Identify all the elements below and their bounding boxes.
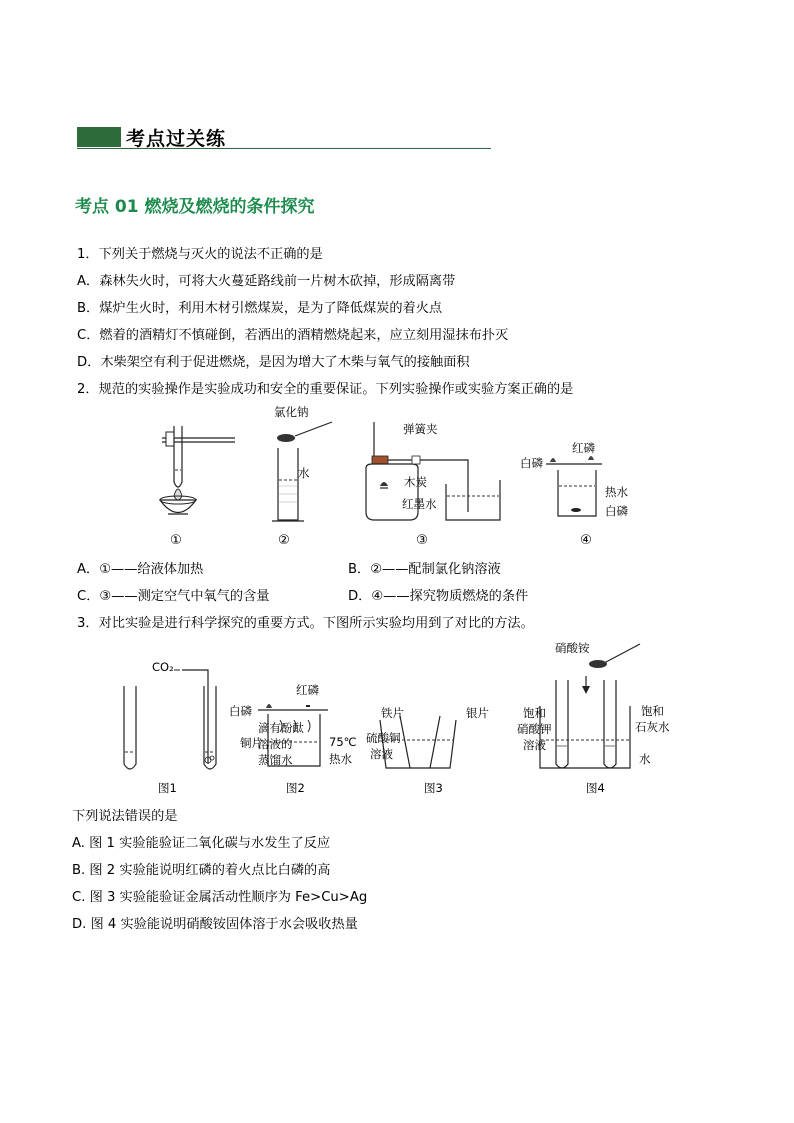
q1-option-d: D．木柴架空有利于促进燃烧，是因为增大了木柴与氧气的接触面积 <box>77 355 470 370</box>
q1-option-c: C．燃着的酒精灯不慎碰倒，若洒出的酒精燃烧起来，应立刻用湿抹布扑灭 <box>77 328 509 343</box>
q3-option-d: D. 图 4 实验能说明硝酸铵固体溶于水会吸收热量 <box>72 917 358 932</box>
q3-label-cuso4-line1: 硫酸铜 <box>366 731 401 745</box>
q3-option-a: A. 图 1 实验能验证二氧化碳与水发生了反应 <box>72 836 331 851</box>
q2-figure-number-2: ② <box>278 533 290 548</box>
q3-label-red-phosphorus: 红磷 <box>296 683 319 697</box>
header-bar-decoration <box>77 127 121 147</box>
section-title: 考点 01 燃烧及燃烧的条件探究 <box>75 197 315 217</box>
q2-option-d: D．④——探究物质燃烧的条件 <box>348 589 529 604</box>
q3-caption-fig3: 图3 <box>424 781 443 795</box>
q3-label-temperature: 75℃ <box>329 735 357 749</box>
header-underline <box>77 148 491 149</box>
q1-option-a: A．森林失火时，可将大火蔓延路线前一片树木砍掉，形成隔离带 <box>77 274 456 289</box>
q3-label-nh4no3: 硝酸铵 <box>555 641 590 655</box>
q2-label-hot-water: 热水 <box>605 485 628 499</box>
q2-stem: 2．规范的实验操作是实验成功和安全的重要保证。下列实验操作或实验方案正确的是 <box>77 382 574 397</box>
q3-label-water: 水 <box>639 752 651 766</box>
q2-option-b: B．②——配制氯化钠溶液 <box>348 562 501 577</box>
q2-option-a: A．①——给液体加热 <box>77 562 204 577</box>
q3-label-copper-sheet: 铜片 <box>240 736 263 750</box>
q2-fig1-drawing <box>160 426 235 514</box>
q3-label-white-phosphorus: 白磷 <box>229 704 252 718</box>
q2-figure-number-3: ③ <box>416 533 428 548</box>
q1-option-b: B．煤炉生火时，利用木材引燃煤炭，是为了降低煤炭的着火点 <box>77 301 443 316</box>
q3-option-c: C. 图 3 实验能验证金属活动性顺序为 Fe>Cu>Ag <box>72 890 368 905</box>
q3-fig4-drawing <box>540 644 640 768</box>
q3-fig1-drawing <box>124 670 216 769</box>
q3-caption-fig1: 图1 <box>158 781 177 795</box>
q3-label-kno3-line2: 硝酸钾 <box>517 722 552 736</box>
q2-label-ink: 红墨水 <box>402 497 437 511</box>
q2-figure-number-4: ④ <box>580 533 592 548</box>
q3-caption-fig2: 图2 <box>286 781 305 795</box>
q3-label-phenol-line2: 溶液的 <box>258 737 293 751</box>
q3-label-limewater-line1: 饱和 <box>641 704 664 718</box>
q1-stem: 1．下列关于燃烧与灭火的说法不正确的是 <box>77 247 323 262</box>
q3-label-phenol-line1: 滴有酚酞 <box>258 721 304 735</box>
q3-label-silver-sheet: 银片 <box>466 706 489 720</box>
q2-label-clip: 弹簧夹 <box>403 422 438 436</box>
q3-label-phenol-line3: 蒸馏水 <box>258 753 293 767</box>
q2-label-water: 水 <box>298 466 310 480</box>
header-title: 考点过关练 <box>126 128 227 150</box>
q2-fig4-drawing <box>546 456 602 516</box>
q2-label-red-phosphorus: 红磷 <box>572 441 595 455</box>
q3-stem: 3．对比实验是进行科学探究的重要方式。下图所示实验均用到了对比的方法。 <box>77 616 534 631</box>
q3-label-limewater-line2: 石灰水 <box>635 720 670 734</box>
q2-label-charcoal: 木炭 <box>404 475 427 489</box>
q2-figure-apparatus <box>150 400 640 525</box>
q2-option-c: C．③——测定空气中氧气的含量 <box>77 589 270 604</box>
q2-figure-number-1: ① <box>170 533 182 548</box>
q2-label-nacl: 氯化钠 <box>274 405 309 419</box>
q3-question: 下列说法错误的是 <box>72 809 178 824</box>
q3-label-hot-water: 热水 <box>329 752 352 766</box>
q3-caption-fig4: 图4 <box>586 781 605 795</box>
q2-label-white-phosphorus-bottom: 白磷 <box>605 504 628 518</box>
q3-label-cuso4-line2: 溶液 <box>370 747 393 761</box>
q3-label-iron-sheet: 铁片 <box>381 706 404 720</box>
q2-label-white-phosphorus-top: 白磷 <box>520 456 543 470</box>
q3-label-kno3-line3: 溶液 <box>523 738 546 752</box>
q3-label-co2: CO₂ <box>152 660 174 674</box>
q3-label-kno3-line1: 饱和 <box>523 706 546 720</box>
q3-option-b: B. 图 2 实验能说明红磷的着火点比白磷的高 <box>72 863 331 878</box>
